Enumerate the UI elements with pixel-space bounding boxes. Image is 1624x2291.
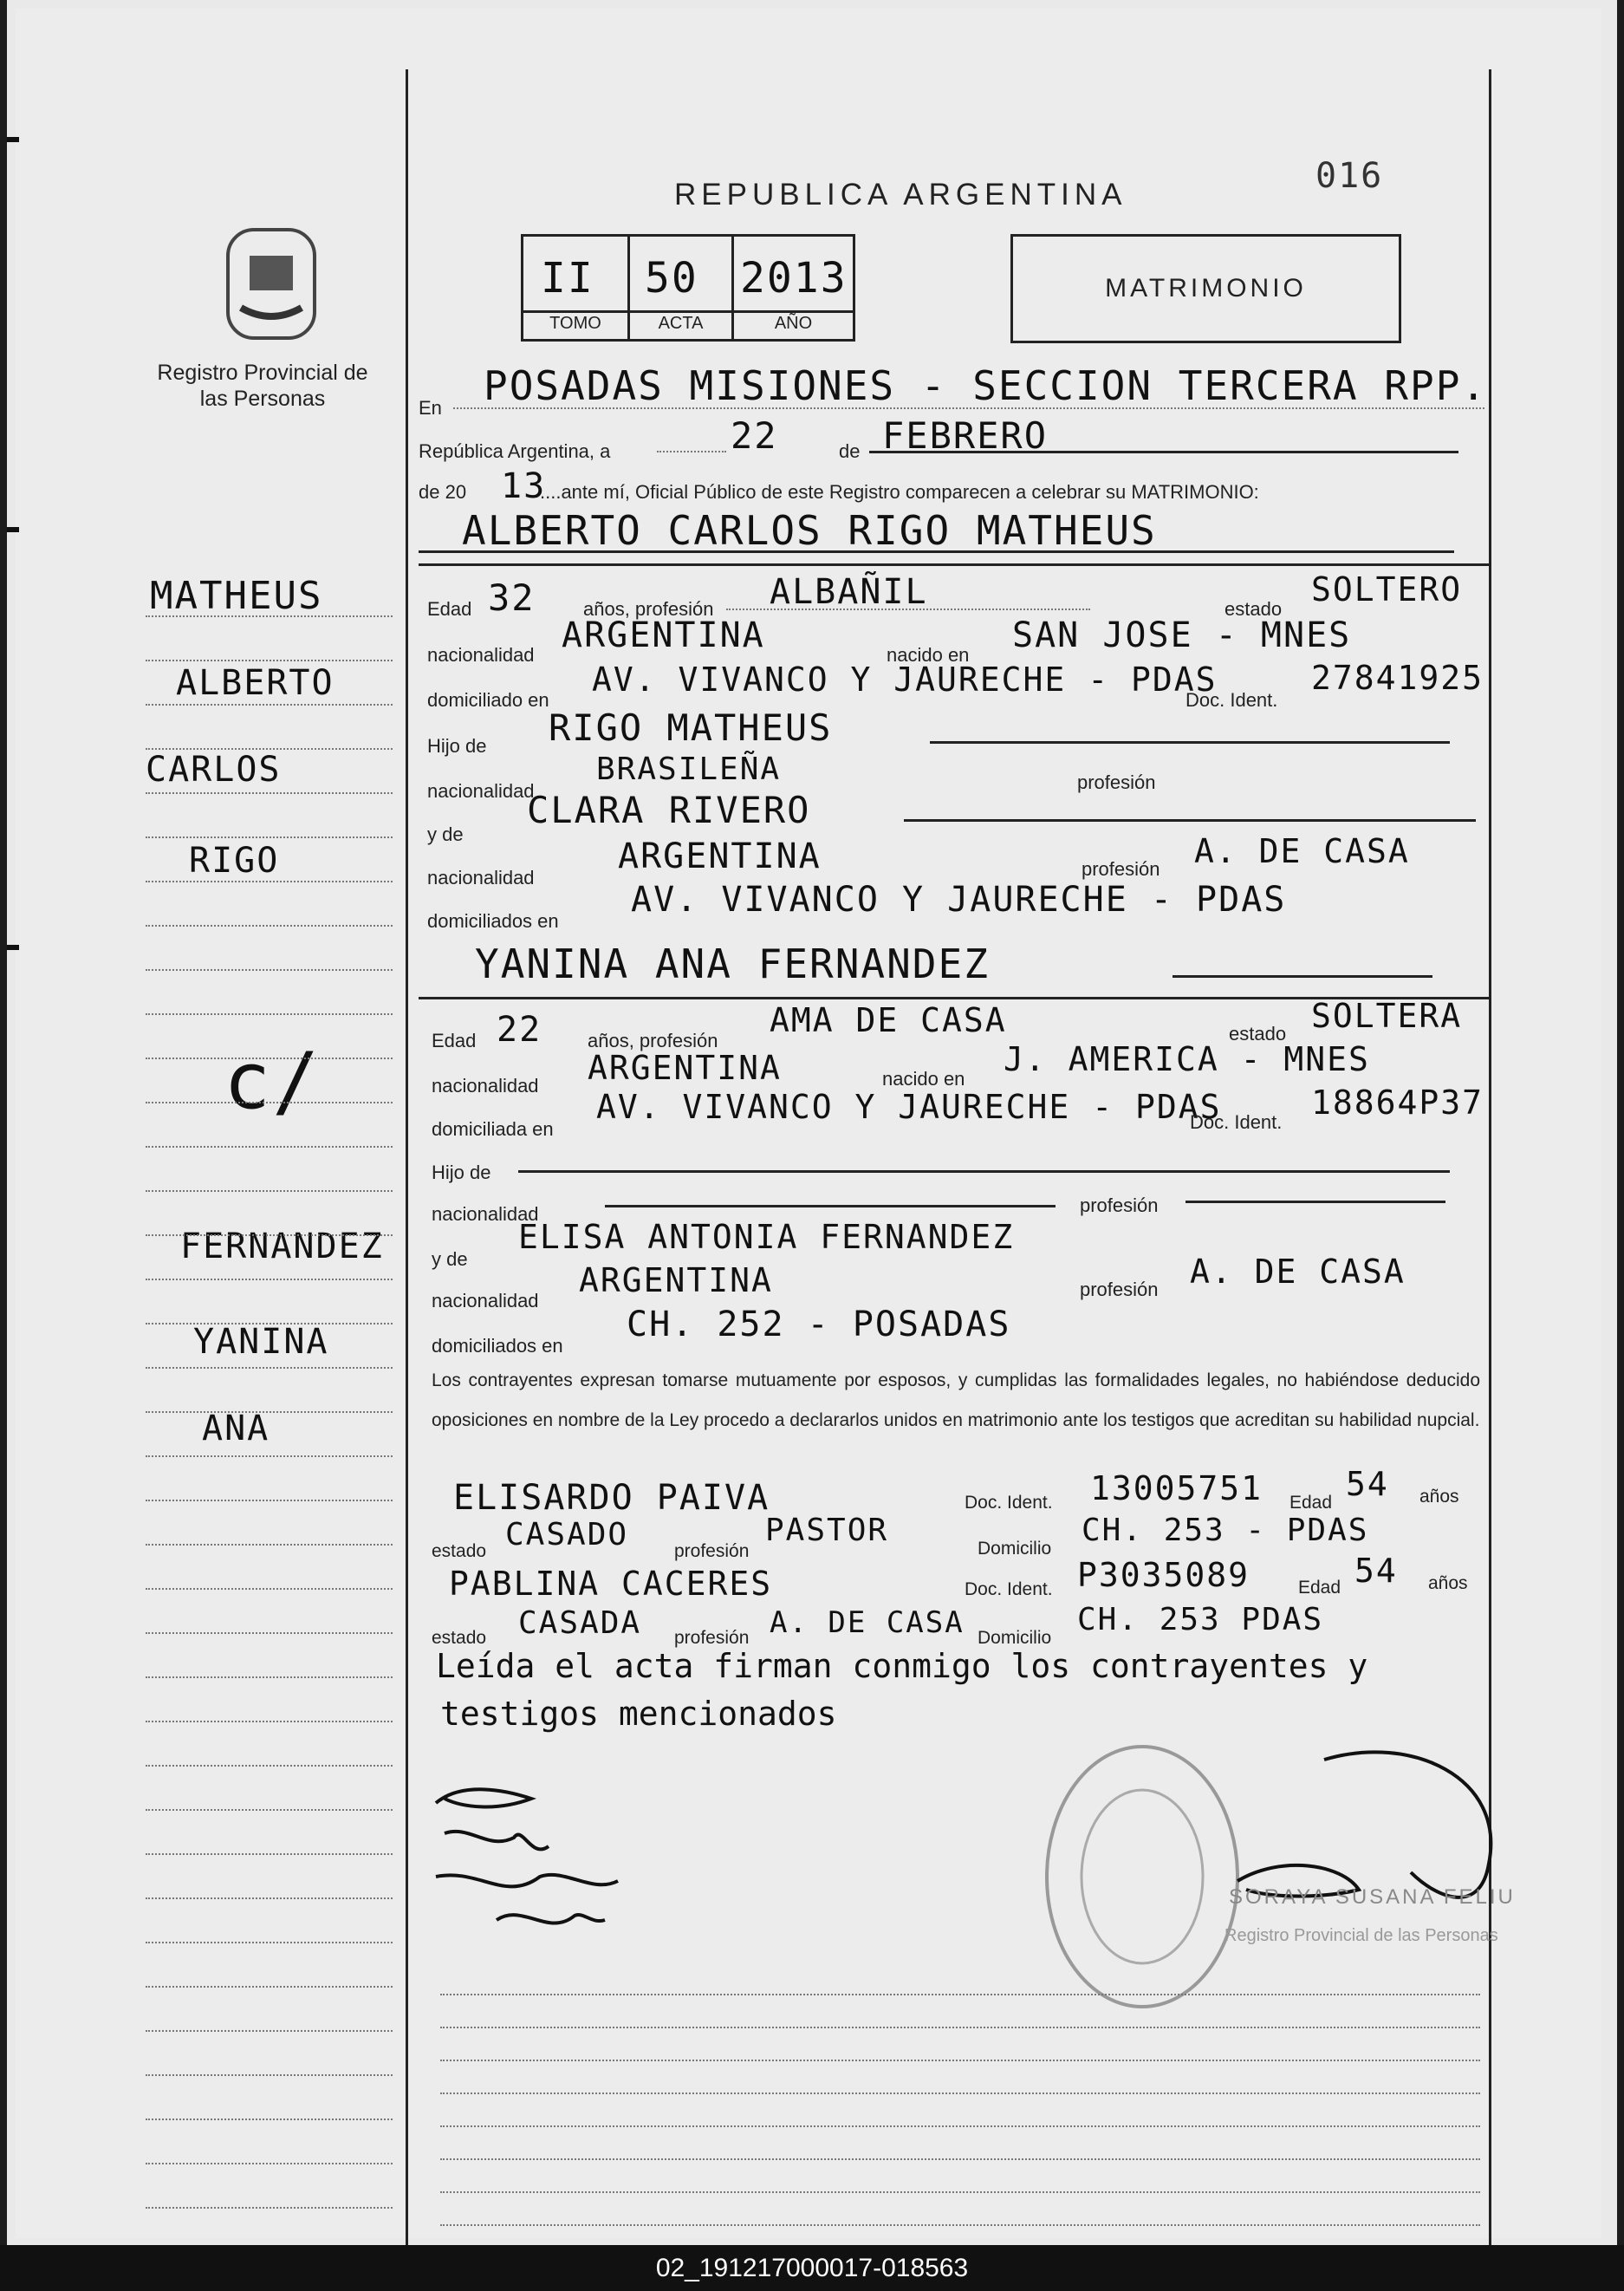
witness1-age: 54 <box>1346 1465 1389 1503</box>
witness2-age: 54 <box>1354 1552 1398 1590</box>
margin-rule-line <box>146 1279 393 1280</box>
body-rule-line <box>440 1994 1480 1995</box>
margin-rule-line <box>146 1721 393 1722</box>
domiciliado-label: domiciliado en <box>427 689 549 711</box>
groom-address: AV. VIVANCO Y JAURECHE - PDAS <box>592 661 1218 699</box>
registry-name: Registro Provincial de las Personas <box>157 361 368 411</box>
republica-label: República Argentina, a <box>419 440 611 462</box>
margin-rule-line <box>146 1455 393 1457</box>
profesion-label: profesión <box>1082 858 1160 880</box>
bride-mother-nationality: ARGENTINA <box>579 1261 773 1299</box>
margin-rule-line <box>146 1809 393 1811</box>
margin-rule-line <box>146 881 393 882</box>
hijo-de-label: Hijo de <box>427 735 487 757</box>
witness2-profession: A. DE CASA <box>770 1605 965 1640</box>
margin-rule-line <box>146 1234 393 1236</box>
y-de-label: y de <box>432 1248 468 1270</box>
place-value: POSADAS MISIONES - SECCION TERCERA RPP. <box>484 362 1488 409</box>
country-heading: REPUBLICA ARGENTINA <box>674 178 1127 212</box>
margin-rule-line <box>146 1323 393 1324</box>
profesion-label: años, profesión <box>588 1030 718 1051</box>
bride-full-name: YANINA ANA FERNANDEZ <box>475 940 990 987</box>
margin-rule-line <box>146 1102 393 1103</box>
matrimonio-box <box>1010 234 1401 343</box>
margin-rule-line <box>146 836 393 838</box>
binding-mark <box>7 527 19 532</box>
appearance-text: ....ante mí, Oficial Público de este Registro comparecen a celebrar su MATRIMONIO: <box>540 481 1259 503</box>
witness2-doc: P3035089 <box>1077 1556 1250 1594</box>
margin-rule-line <box>146 1146 393 1148</box>
witness1-status: CASADO <box>505 1517 629 1552</box>
nacido-label: nacido en <box>882 1068 965 1090</box>
margin-bride-name-2: ANA <box>202 1409 270 1448</box>
month-value: FEBRERO <box>882 414 1049 457</box>
binding-mark <box>7 945 19 950</box>
margin-rule-line <box>146 1058 393 1059</box>
estado-label: estado <box>432 1541 487 1561</box>
bride-civil-status: SOLTERA <box>1311 997 1463 1035</box>
doc-ident-label: Doc. Ident. <box>965 1579 1053 1599</box>
page-inner <box>16 9 1601 2238</box>
margin-rule-line <box>146 1632 393 1634</box>
doc-ident-label: Doc. Ident. <box>1186 689 1278 711</box>
anos-label: años <box>1419 1487 1459 1507</box>
nacionalidad-label: nacionalidad <box>427 867 535 888</box>
misiones-seal-emblem <box>215 221 328 351</box>
edad-label: Edad <box>427 598 472 620</box>
margin-rule-line <box>146 2163 393 2164</box>
margin-rule-line <box>146 704 393 706</box>
groom-mother: CLARA RIVERO <box>527 789 811 831</box>
groom-civil-status: SOLTERO <box>1311 570 1463 609</box>
margin-bride-name-1: YANINA <box>193 1322 329 1362</box>
bride-nationality: ARGENTINA <box>588 1049 782 1087</box>
en-label: En <box>419 397 442 419</box>
official-registry: Registro Provincial de las Personas <box>1224 1926 1498 1945</box>
tomo-acta-ano-box <box>521 234 855 342</box>
witness2-name: PABLINA CACERES <box>449 1565 773 1603</box>
day-value: 22 <box>731 414 778 457</box>
tomo-value: II <box>541 254 594 303</box>
groom-nationality: ARGENTINA <box>562 615 765 655</box>
profesion-label: años, profesión <box>583 598 714 620</box>
profesion-label: profesión <box>674 1628 750 1648</box>
image-id-caption: 02_191217000017-018563 <box>0 2245 1624 2291</box>
profesion-label: profesión <box>1080 1279 1159 1300</box>
groom-father-nationality: BRASILEÑA <box>596 752 782 787</box>
bride-profession: AMA DE CASA <box>770 1001 1007 1039</box>
domiciliada-label: domiciliada en <box>432 1118 554 1140</box>
margin-rule-line <box>146 2119 393 2120</box>
margin-rule-line <box>146 1853 393 1855</box>
nacionalidad-label: nacionalidad <box>427 780 535 802</box>
profesion-label: profesión <box>674 1541 750 1561</box>
margin-rule-line <box>146 615 393 617</box>
official-name: SORAYA SUSANA FELIU <box>1229 1885 1516 1909</box>
nacido-label: nacido en <box>887 644 970 666</box>
margin-rule-line <box>146 969 393 971</box>
domiciliados-label: domiciliados en <box>427 910 559 932</box>
margin-rule-line <box>146 1544 393 1546</box>
edad-label: Edad <box>1289 1493 1333 1513</box>
domicilio-label: Domicilio <box>978 1539 1052 1559</box>
closing-line-1: Leída el acta firman conmigo los contrayentes y <box>436 1647 1368 1685</box>
formal-declaration: Los contrayentes expresan tomarse mutuamente por esposos, y cumplidas las formalidades legales, no habiéndose deducido oposiciones en nombre de la Ley procedo a declararlos unidos en matrimonio ante los testigos que acreditan su habilidad nupcial. <box>432 1370 1480 1430</box>
bride-birthplace: J. AMERICA - MNES <box>1004 1040 1370 1078</box>
y-de-label: y de <box>427 823 464 845</box>
margin-conjunction: c/ <box>224 1036 322 1127</box>
margin-rule-line <box>146 1897 393 1899</box>
nacionalidad-label: nacionalidad <box>427 644 535 666</box>
margin-rule-line <box>146 792 393 794</box>
body-rule-line <box>440 2027 1480 2028</box>
witness2-address: CH. 253 PDAS <box>1077 1602 1324 1637</box>
margin-rule-line <box>146 1676 393 1678</box>
margin-rule-line <box>146 1942 393 1943</box>
margin-rule-line <box>146 1588 393 1590</box>
tomo-label: TOMO <box>549 314 601 333</box>
bride-mother: ELISA ANTONIA FERNANDEZ <box>518 1218 1015 1256</box>
bride-mother-profession: A. DE CASA <box>1190 1253 1406 1291</box>
folio-number: 016 <box>1315 156 1384 196</box>
section-divider <box>419 563 1489 566</box>
groom-parents-address: AV. VIVANCO Y JAURECHE - PDAS <box>631 880 1287 920</box>
margin-rule-line <box>146 925 393 927</box>
year-prefix: de 20 <box>419 481 467 503</box>
closing-line-2: testigos mencionados <box>440 1695 837 1733</box>
margin-rule-line <box>146 1411 393 1413</box>
margin-name-2: CARLOS <box>146 750 282 790</box>
margin-rule-line <box>146 1986 393 1988</box>
groom-father: RIGO MATHEUS <box>549 706 833 749</box>
profesion-label: profesión <box>1080 1194 1159 1216</box>
nacionalidad-label: nacionalidad <box>432 1203 539 1225</box>
estado-label: estado <box>1224 598 1283 620</box>
estado-label: estado <box>1229 1023 1287 1045</box>
bride-doc: 18864P37 <box>1311 1084 1484 1122</box>
margin-rule <box>406 69 408 2245</box>
groom-full-name: ALBERTO CARLOS RIGO MATHEUS <box>462 507 1157 554</box>
margin-rule-line <box>146 2207 393 2209</box>
margin-rule-line <box>146 1500 393 1501</box>
edad-label: Edad <box>1298 1578 1341 1598</box>
domiciliados-label: domiciliados en <box>432 1335 563 1357</box>
document-page <box>7 0 1617 2245</box>
signatures-left <box>427 1773 713 1955</box>
estado-label: estado <box>432 1628 487 1648</box>
ano-label: AÑO <box>774 314 813 333</box>
edad-label: Edad <box>432 1030 477 1051</box>
margin-rule-line <box>146 2030 393 2032</box>
margin-bride-surname: FERNANDEZ <box>180 1227 384 1266</box>
margin-rule-line <box>146 1013 393 1015</box>
body-rule-line <box>440 2158 1480 2160</box>
binding-mark <box>7 137 19 142</box>
witness2-status: CASADA <box>518 1605 642 1641</box>
acta-value: 50 <box>645 254 698 303</box>
nacionalidad-label: nacionalidad <box>432 1075 539 1097</box>
profesion-label: profesión <box>1077 771 1156 793</box>
nacionalidad-label: nacionalidad <box>432 1290 539 1311</box>
groom-profession: ALBAÑIL <box>770 572 928 612</box>
domicilio-label: Domicilio <box>978 1628 1052 1648</box>
groom-mother-profession: A. DE CASA <box>1194 832 1410 870</box>
body-rule-line <box>440 2224 1480 2226</box>
acta-label: ACTA <box>658 314 704 333</box>
bride-age: 22 <box>497 1010 542 1050</box>
bride-parents-address: CH. 252 - POSADAS <box>627 1305 1011 1344</box>
de-label: de <box>839 440 861 462</box>
body-rule-line <box>440 2092 1480 2094</box>
official-stamp <box>1038 1734 1246 2020</box>
margin-rule-line <box>146 660 393 661</box>
year-value: 13 <box>501 466 547 506</box>
margin-rule-line <box>146 2074 393 2076</box>
groom-mother-nationality: ARGENTINA <box>618 836 822 876</box>
margin-name-3: RIGO <box>189 841 280 881</box>
groom-age: 32 <box>488 576 536 619</box>
margin-rule-line <box>146 1765 393 1767</box>
witness1-profession: PASTOR <box>765 1513 889 1548</box>
ano-value: 2013 <box>740 254 848 303</box>
anos-label: años <box>1428 1573 1468 1593</box>
margin-name-1: ALBERTO <box>176 663 335 703</box>
margin-rule-line <box>146 748 393 750</box>
act-type: MATRIMONIO <box>1105 274 1307 303</box>
hijo-de-label: Hijo de <box>432 1162 491 1183</box>
groom-birthplace: SAN JOSE - MNES <box>1012 615 1352 655</box>
bride-address: AV. VIVANCO Y JAURECHE - PDAS <box>596 1088 1222 1126</box>
margin-surname: MATHEUS <box>150 574 323 618</box>
doc-ident-label: Doc. Ident. <box>965 1493 1053 1513</box>
witness1-doc: 13005751 <box>1090 1469 1263 1507</box>
body-rule-line <box>440 2060 1480 2061</box>
margin-rule-line <box>146 1190 393 1192</box>
doc-ident-label: Doc. Ident. <box>1190 1111 1283 1133</box>
witness1-address: CH. 253 - PDAS <box>1082 1513 1369 1548</box>
body-rule-line <box>440 2125 1480 2127</box>
witness1-name: ELISARDO PAIVA <box>453 1478 770 1518</box>
groom-doc: 27841925 <box>1311 659 1484 697</box>
body-rule-line <box>440 2191 1480 2193</box>
margin-rule-line <box>146 1367 393 1369</box>
